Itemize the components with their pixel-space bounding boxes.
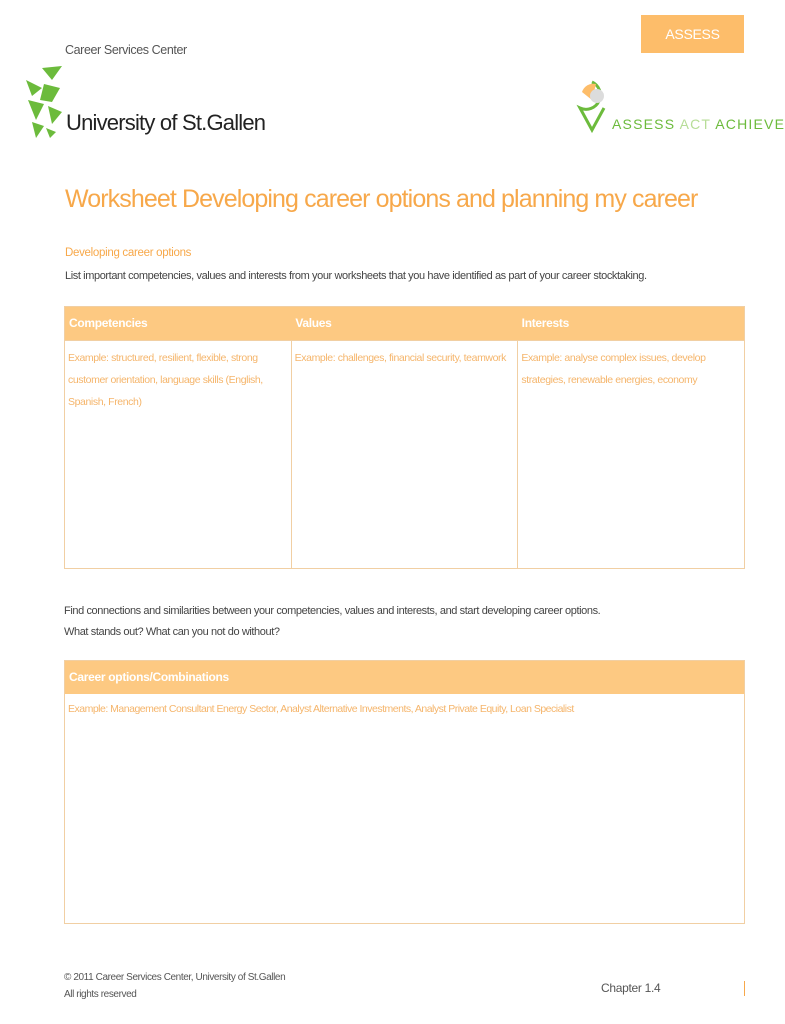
university-name: University of St.Gallen [66,110,266,135]
competencies-input-cell[interactable]: Example: structured, resilient, flexible, strong customer orientation, language skills (English, Spanish, French) [68,352,263,408]
chapter-label: Chapter 1.4 [601,981,661,995]
university-logo-icon [22,66,64,138]
connections-line-2: What stands out? What can you not do without? [64,626,280,638]
assess-act-achieve-logo-icon [576,80,608,132]
table-header-row [65,307,744,341]
section-intro: List important competencies, values and interests from your worksheets that you have identified as part of your career stocktaking. [65,270,647,282]
page-title: Worksheet Developing career options and planning my career [65,185,698,213]
column-header-competencies: Competencies [69,316,148,330]
tagline-act: ACT [679,116,711,132]
connections-line-1: Find connections and similarities between your competencies, values and interests, and start developing career options. [64,605,601,617]
career-options-input-cell[interactable]: Example: Management Consultant Energy Sector, Analyst Alternative Investments, Analyst Private Equity, Loan Specialist [68,703,574,715]
section-label: Developing career options [65,247,192,259]
rights-text: All rights reserved [64,989,137,1000]
footer-copyright [64,969,285,1003]
assess-act-achieve-tagline [612,116,785,132]
connections-instructions [64,601,600,643]
career-options-table [64,660,745,924]
column-header-values: Values [295,316,332,330]
tagline-assess: ASSESS [612,116,676,132]
column-header-interests: Interests [521,316,569,330]
assess-tab: ASSESS [641,15,744,53]
center-name: Career Services Center [65,43,187,57]
competencies-values-interests-table [64,306,745,569]
values-input-cell[interactable]: Example: challenges, financial security, teamwork [291,341,518,569]
copyright-text: © 2011 Career Services Center, University of St.Gallen [64,972,286,983]
page-marker-divider [744,981,745,996]
tagline-achieve: ACHIEVE [715,116,785,132]
career-options-header: Career options/Combinations [65,661,744,694]
interests-input-cell[interactable]: Example: analyse complex issues, develop strategies, renewable energies, economy [517,341,744,569]
table-body-row [65,341,744,569]
